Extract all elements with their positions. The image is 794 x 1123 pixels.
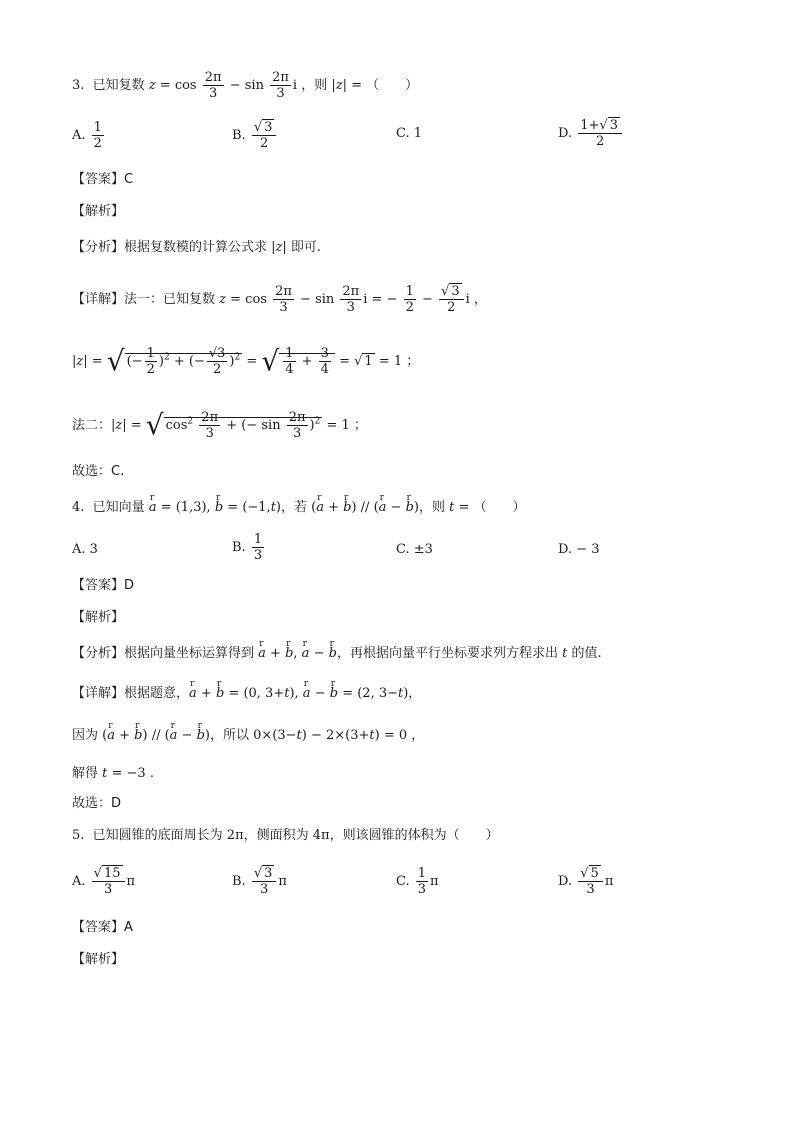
q3-option-b: B. $\frac{√ 3}{2}$ bbox=[232, 120, 278, 151]
q5-option-b: B. $\frac{√ 3}{3}$ π bbox=[232, 866, 287, 897]
q5-option-c: C. $\frac{1}{3}$ π bbox=[396, 866, 439, 897]
q4-detail-3: 解得 t = −3 . bbox=[72, 766, 154, 781]
q4-answer: 【答案】D bbox=[72, 578, 135, 593]
q3-option-c: C. 1 bbox=[396, 126, 423, 141]
q4-option-b: B. $\frac{1}{3}$ bbox=[232, 532, 263, 563]
q3-detail-1: 【详解】法一：已知复数 z = cos $\frac{2\pi}{3}$ − sin $\frac{2\pi}{3}$ i = − $\frac{1}{2}$ − $\frac{√ 3}{2}$ i ， bbox=[72, 284, 487, 315]
q4-fenxi: 【分析】根据向量坐标运算得到 r a + r b, r a − r b，再根据向量平行坐标要求列方程求出 t 的值. bbox=[72, 644, 602, 664]
q4-option-d: D. − 3 bbox=[558, 542, 600, 557]
q4-analysis-label: 【解析】 bbox=[72, 610, 125, 625]
q3-analysis-label: 【解析】 bbox=[72, 204, 125, 219]
q4-detail-2: 因为 (r a + r b) // (r a − r b)，所以 0×(3−t) − 2×(3+t) = 0 ， bbox=[72, 726, 424, 746]
q3-detail-3: 法二：|z| = √ $\cos^2$ $\frac{2\pi}{3}$ + (− sin $\frac{2\pi}{3}$ )$^2$ = 1 ； bbox=[72, 408, 367, 442]
q3-option-d: D. $\frac{1+√ 3}{2}$ bbox=[558, 118, 624, 149]
q3-answer: 【答案】C bbox=[72, 172, 134, 187]
q4-stem: 4. 已知向量 r a = (1,3), r b = (−1,t)，若 (r a + r b) // (r a − r b)，则 t = （ ） bbox=[72, 498, 526, 518]
q4-detail-1: 【详解】根据题意，r a + r b = (0, 3+t), r a − r b = (2, 3−t)， bbox=[72, 684, 421, 704]
q5-option-a: A. $\frac{√ 15}{3}$ π bbox=[72, 866, 136, 897]
q3-option-a: A. $\frac{1}{2}$ bbox=[72, 120, 102, 151]
q3-detail-2: |z| = √ (− $\frac{1}{2}$ )$^2$ + (− $\frac{√3}{2}$ )$^2$ = √ $\frac{1}{4}$ + $\frac{3}{4}$ = √ 1 = 1 ； bbox=[72, 344, 420, 378]
q5-analysis-label: 【解析】 bbox=[72, 952, 125, 967]
q3-fenxi: 【分析】根据复数模的计算公式求 |z| 即可. bbox=[72, 240, 322, 255]
q5-option-d: D. $\frac{√ 5}{3}$ π bbox=[558, 866, 614, 897]
q4-choice: 故选：D bbox=[72, 796, 122, 811]
q5-stem: 5. 已知圆锥的底面周长为 2π，侧面积为 4π，则该圆锥的体积为（ ） bbox=[72, 828, 499, 843]
q4-option-a: A. 3 bbox=[72, 542, 98, 557]
q3-stem: 3. 已知复数 z = cos $\frac{2\pi}{3}$ − sin $\frac{2\pi}{3}$ i ，则 |z| = （ ） bbox=[72, 70, 419, 101]
q4-option-c: C. ±3 bbox=[396, 542, 433, 557]
q5-answer: 【答案】A bbox=[72, 920, 133, 935]
q3-choice: 故选：C. bbox=[72, 464, 125, 479]
